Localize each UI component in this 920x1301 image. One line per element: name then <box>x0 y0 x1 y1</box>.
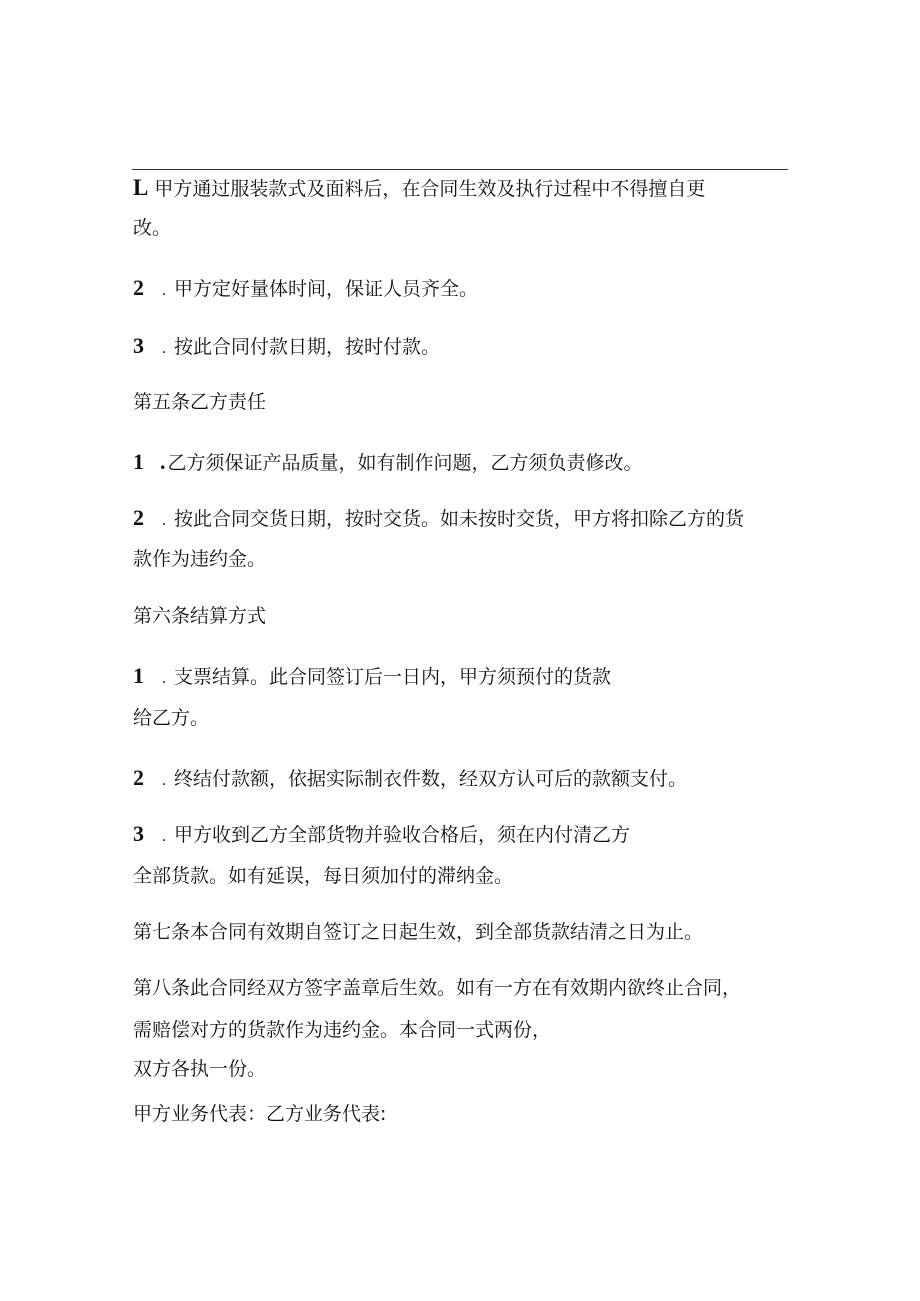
clause-text: 需赔偿对方的货款作为违约金。本合同一式两份， <box>133 1019 552 1041</box>
heading-text: 第六条结算方式 <box>133 605 267 627</box>
item-text: 给乙方。 <box>133 707 210 729</box>
clause-5-item-2 <box>133 505 744 534</box>
item-number: 1 <box>133 449 144 474</box>
item-text: 乙方须保证产品质量，如有制作问题，乙方须负责修改。 <box>167 452 643 474</box>
item-text: 按此合同交货日期，按时交货。如未按时交货，甲方将扣除乙方的货 <box>174 508 745 530</box>
item-text: 支票结算。此合同签订后一日内，甲方须预付的货款 <box>174 666 612 688</box>
item-separator: . <box>162 340 166 357</box>
clause-7 <box>133 919 703 945</box>
item-separator: . <box>162 282 166 299</box>
item-number: L <box>133 175 149 200</box>
clause-6-item-1 <box>133 663 611 692</box>
item-number: 3 <box>133 821 144 846</box>
item-number: 2 <box>133 765 144 790</box>
clause-8-continued <box>133 1017 551 1043</box>
item-separator: . <box>160 449 166 474</box>
item-text: 终结付款额，依据实际制衣件数，经双方认可后的款额支付。 <box>174 768 688 790</box>
item-text: 甲方定好量体时间，保证人员齐全。 <box>174 278 479 300</box>
item-number: 2 <box>133 275 144 300</box>
clause-text: 双方各执一份。 <box>133 1058 267 1080</box>
item-text: 改。 <box>133 217 172 239</box>
clause-6-item-3 <box>133 821 630 850</box>
clause-6-item-2 <box>133 765 687 794</box>
clause-6-item-3-continued <box>133 863 513 889</box>
item-number: 2 <box>133 505 144 530</box>
clause-8-continued-2 <box>133 1056 266 1082</box>
item-separator: . <box>162 670 166 687</box>
item-separator: . <box>162 512 166 529</box>
item-number: 1 <box>133 663 144 688</box>
clause-4-item-3 <box>133 333 440 362</box>
item-separator: . <box>162 828 166 845</box>
clause-4-item-2 <box>133 275 478 304</box>
clause-4-item-1 <box>133 175 705 202</box>
clause-5-item-2-continued <box>133 546 266 572</box>
clause-text: 第七条本合同有效期自签订之日起生效，到全部货款结清之日为止。 <box>133 921 704 943</box>
clause-5-item-1 <box>133 449 643 476</box>
item-text: 全部货款。如有延误，每日须加付的滞纳金。 <box>133 865 514 887</box>
clause-5-heading <box>133 389 266 415</box>
signature-representatives <box>133 1101 386 1127</box>
item-text: 按此合同付款日期，按时付款。 <box>174 336 441 358</box>
clause-8 <box>133 975 741 1001</box>
item-separator: . <box>162 772 166 789</box>
clause-4-item-1-continued <box>133 215 171 241</box>
clause-text: 第八条此合同经双方签字盖章后生效。如有一方在有效期内欲终止合同， <box>133 977 742 999</box>
heading-text: 第五条乙方责任 <box>133 391 267 413</box>
clause-6-heading <box>133 603 266 629</box>
item-text: 款作为违约金。 <box>133 548 267 570</box>
item-text: 甲方收到乙方全部货物并验收合格后，须在内付清乙方 <box>174 824 631 846</box>
header-rule <box>132 169 788 170</box>
item-text: 甲方通过服装款式及面料后，在合同生效及执行过程中不得擅自更 <box>154 178 706 200</box>
item-number: 3 <box>133 333 144 358</box>
clause-6-item-1-continued <box>133 705 209 731</box>
signature-text: 甲方业务代表：乙方业务代表: <box>133 1103 387 1125</box>
